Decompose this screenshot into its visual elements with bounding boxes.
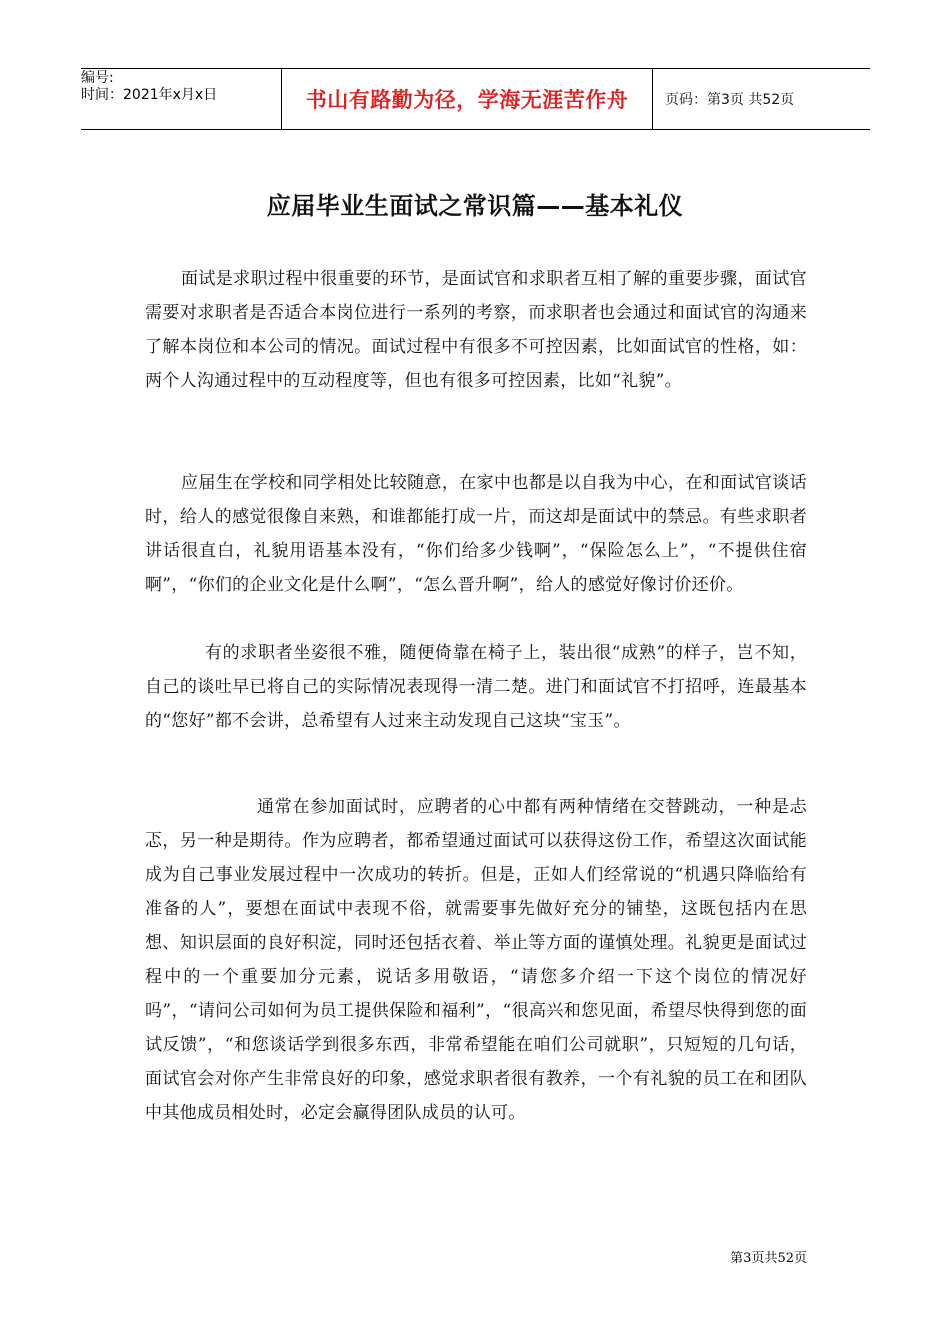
paragraph-4: 通常在参加面试时，应聘者的心中都有两种情绪在交替跳动，一种是忐忑，另一种是期待。作为应聘者，都希望通过面试可以获得这份工作，希望这次面试能成为自己事业发展过程中一次成功的转折。但是，正如人们经常说的“机遇只降临给有准备的人”，要想在面试中表现不俗，就需要事先做好充分的铺垫，这既包括内在思想、知识层面的良好积淀，同时还包括衣着、举止等方面的谨慎处理。礼貌更是面试过程中的一个重要加分元素，说话多用敬语，“请您多介绍一下这个岗位的情况好吗”，“请问公司如何为员工提供保险和福利”，“很高兴和您见面，希望尽快得到您的面试反馈”，“和您谈话学到很多东西，非常希望能在咱们公司就职”，只短短的几句话，面试官会对你产生非常良好的印象，感觉求职者很有教养，一个有礼貌的员工在和团队中其他成员相处时，必定会赢得团队成员的认可。 [145,797,807,1123]
page-header [81,68,870,130]
header-motto-cell [281,69,653,129]
document-time-label: 时间：2021年x月x日 [81,87,218,103]
paragraph-3: 有的求职者坐姿很不雅，随便倚靠在椅子上，装出很“成熟”的样子，岂不知，自己的谈吐早已将自己的实际情况表现得一清二楚。进门和面试官不打招呼，连最基本的“您好”都不会讲，总希望有人过来主动发现自己这块“宝玉”。 [145,643,807,731]
header-page-info: 页码：第3页 共52页 [665,92,795,108]
page-footer: 第3页共52页 [730,1251,807,1266]
header-page-info-cell [653,69,870,129]
paragraph-2: 应届生在学校和同学相处比较随意，在家中也都是以自我为中心，在和面试官谈话时，给人的感觉很像自来熟，和谁都能打成一片，而这却是面试中的禁忌。有些求职者讲话很直白，礼貌用语基本没有，“你们给多少钱啊”，“保险怎么上”，“不提供住宿啊”，“你们的企业文化是什么啊”，“怎么晋升啊”，给人的感觉好像讨价还价。 [145,473,807,595]
paragraph-1: 面试是求职过程中很重要的环节，是面试官和求职者互相了解的重要步骤，面试官需要对求职者是否适合本岗位进行一系列的考察，而求职者也会通过和面试官的沟通来了解本岗位和本公司的情况。面试过程中有很多不可控因素，比如面试官的性格，如：两个人沟通过程中的互动程度等，但也有很多可控因素，比如“礼貌”。 [145,269,807,391]
document-number-label: 编号: [81,70,114,86]
document-title: 应届毕业生面试之常识篇——基本礼仪 [266,192,684,220]
header-meta [81,69,281,129]
header-motto: 书山有路勤为径，学海无涯苦作舟 [305,88,629,112]
